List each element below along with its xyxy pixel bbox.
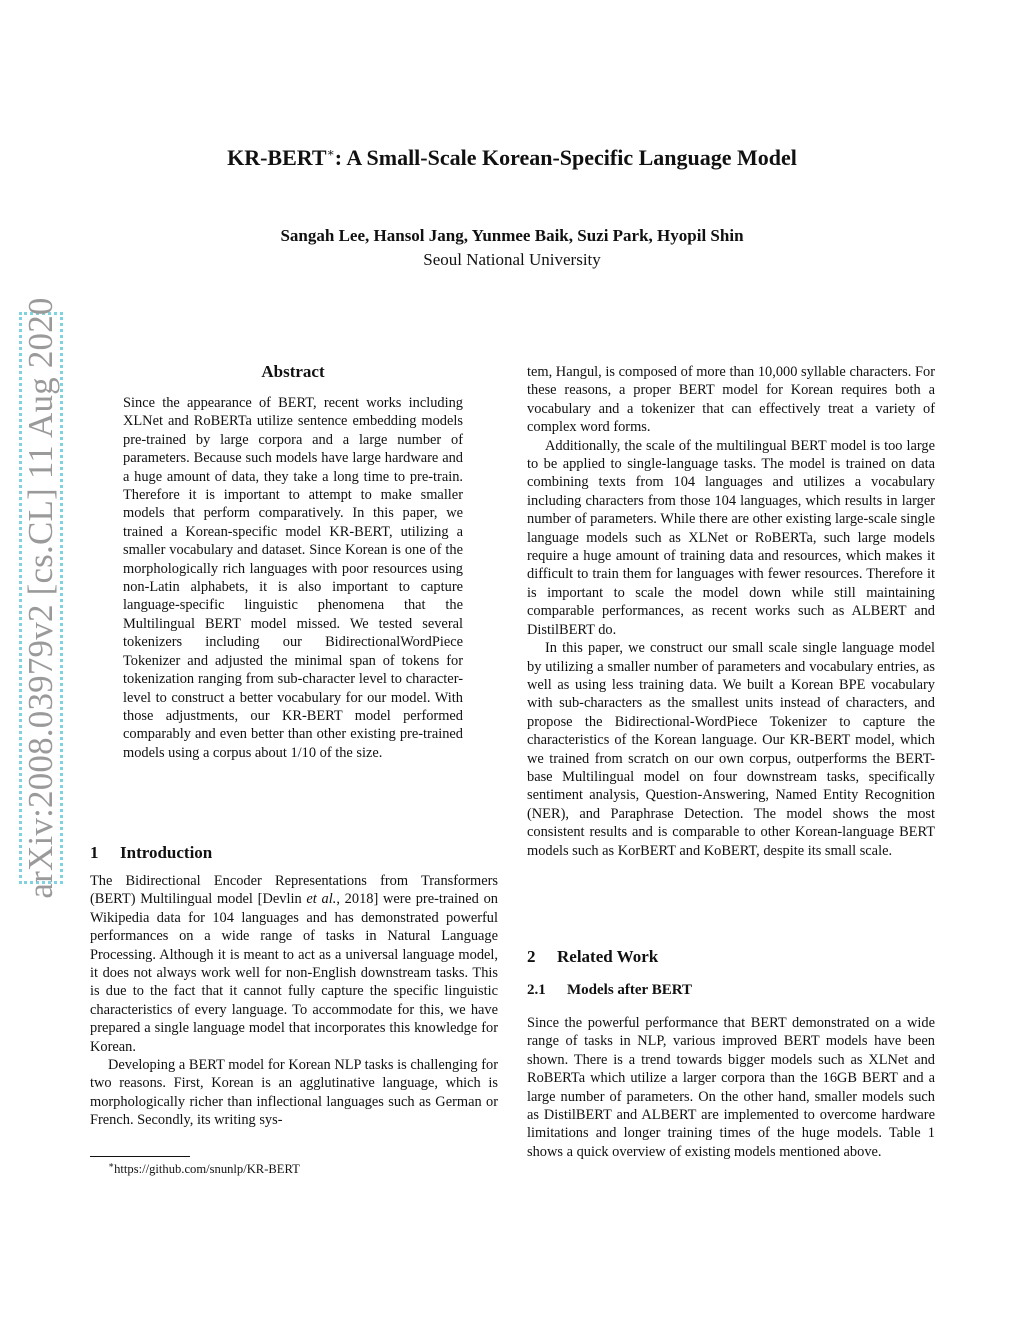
section-1-heading [90,843,212,863]
section-2-number: 2 [527,947,536,966]
footnote [108,1160,300,1177]
abstract-paragraph: Since the appearance of BERT, recent works including XLNet and RoBERTa utilize sentence embedding models pre-trained by large corpora and a large number of parameters. Because such models have large hardware and a huge amount of data, they take a long time to pre-train. Therefore it is important to attempt to make smaller models that perform comparatively. In this paper, we trained a Korean-specific model KR-BERT, utilizing a smaller vocabulary and dataset. Since Korean is one of the morphologically rich languages with poor resources using non-Latin alphabets, it is also important to capture language-specific linguistic phenomena that the Multilingual BERT model missed. We tested several tokenizers including our BidirectionalWordPiece Tokenizer and adjusted the minimal span of tokens for tokenization ranging from sub-character level to character-level to construct a better vocabulary for our model. With those adjustments, our KR-BERT model performed comparably and even better than other existing pre-trained models using a corpus about 1/10 of the size. [123,395,463,761]
section-2-heading [527,947,658,967]
paper-title-rest: : A Small-Scale Korean-Specific Language Model [334,145,797,170]
intro-paragraph-2: Developing a BERT model for Korean NLP tasks is challenging for two reasons. First, Korean is an agglutinative language, which is morphologically richer than inflectional languages such as German or French. Secondly, its writing sys- [90,1057,498,1129]
affiliation: Seoul National University [423,250,601,269]
title-footnote-mark: ∗ [326,145,335,160]
author-list: Sangah Lee, Hansol Jang, Yunmee Baik, Suzi Park, Hyopil Shin [280,226,744,245]
section-1-body [90,872,498,1130]
subsection-2-1-number: 2.1 [527,982,546,998]
intro-p1-cite: et al. [306,891,337,908]
subsection-2-1-body [527,1014,935,1161]
section-2-title: Related Work [557,947,659,966]
subsection-2-1-heading [527,982,692,999]
intro-p1-after: , 2018] were pre-trained on Wikipedia data for 104 languages and has demonstrated powerful performances on a wide range of tasks in Natural Language Processing. Although it is meant to act as a universal language model, it does not always work well for non-English downstream tasks. This is due to the fact that it cannot fully capture the specific linguistic characteristics of every language. To accommodate for this, we have prepared a single language model that incorporates this knowledge for Korean. [90,891,498,1055]
paper-title-main: KR-BERT [227,145,327,170]
abstract-heading: Abstract [261,362,325,381]
section-1-number: 1 [90,843,99,862]
subsection-2-1-title: Models after BERT [567,982,693,998]
related-work-paragraph: Since the powerful performance that BERT demonstrated on a wide range of tasks in NLP, various improved BERT models have been shown. There is a trend towards bigger models such as XLNet and RoBERTa which utilize a larger corpora than the 16GB BERT and a large number of parameters. On the other hand, smaller models such as DistilBERT and ALBERT are implemented to overcome hardware limitations and longer training times of the huge models. Table 1 shows a quick overview of existing models mentioned above. [527,1015,935,1160]
footnote-rule [90,1156,190,1157]
section-1-title: Introduction [120,843,213,862]
intro-paragraph-continued: tem, Hangul, is composed of more than 10,000 syllable characters. For these reasons, a proper BERT model for Korean requires both a vocabulary and a tokenizer that can effectively treat a variety of complex word forms. [527,364,935,436]
abstract-text [123,394,463,762]
footnote-mark: ∗ [108,1160,115,1170]
intro-p1-before: The Bidirectional Encoder Representations from Transformers (BERT) Multilingual model [Devlin [90,873,498,908]
paper-title [0,145,1024,171]
intro-paragraph-4: In this paper, we construct our small scale single language model by utilizing a smaller number of parameters and vocabulary entries, as well as using less training data. We built a Korean BPE vocabulary with sub-characters as the smallest units instead of characters, and propose the Bidirectional-WordPiece Tokenizer to capture the characteristics of the Korean language. Our KR-BERT model, which we trained from scratch on our own corpus, outperforms the BERT-base Multilingual model on four downstream tasks, specifically sentiment analysis, Question-Answering, Named Entity Recognition (NER), and Paraphrase Detection. The model shows the most consistent results and is comparable to other Korean-language BERT models such as KorBERT and KoBERT, despite its small scale. [527,640,935,859]
intro-paragraph-1 [90,872,498,1056]
arxiv-stamp-label: arXiv:2008.03979v2 [cs.CL] 11 Aug 2020 [21,297,60,899]
intro-paragraph-3: Additionally, the scale of the multilingual BERT model is too large to be applied to single-language tasks. The model is trained on data combining texts from 104 languages and utilizes a vocabulary including characters from those 104 languages, which results in larger number of parameters. While there are other existing large-scale single language models such as XLNet or RoBERTa, such large models require a huge amount of training data and resources, which makes it difficult to train them for languages with fewer resources. Therefore it is important to scale the model down while still maintaining comparable performances, as recent works such as ALBERT and DistilBERT do. [527,437,935,638]
footnote-link[interactable]: https://github.com/snunlp/KR-BERT [114,1162,300,1177]
right-column-body [527,363,935,860]
